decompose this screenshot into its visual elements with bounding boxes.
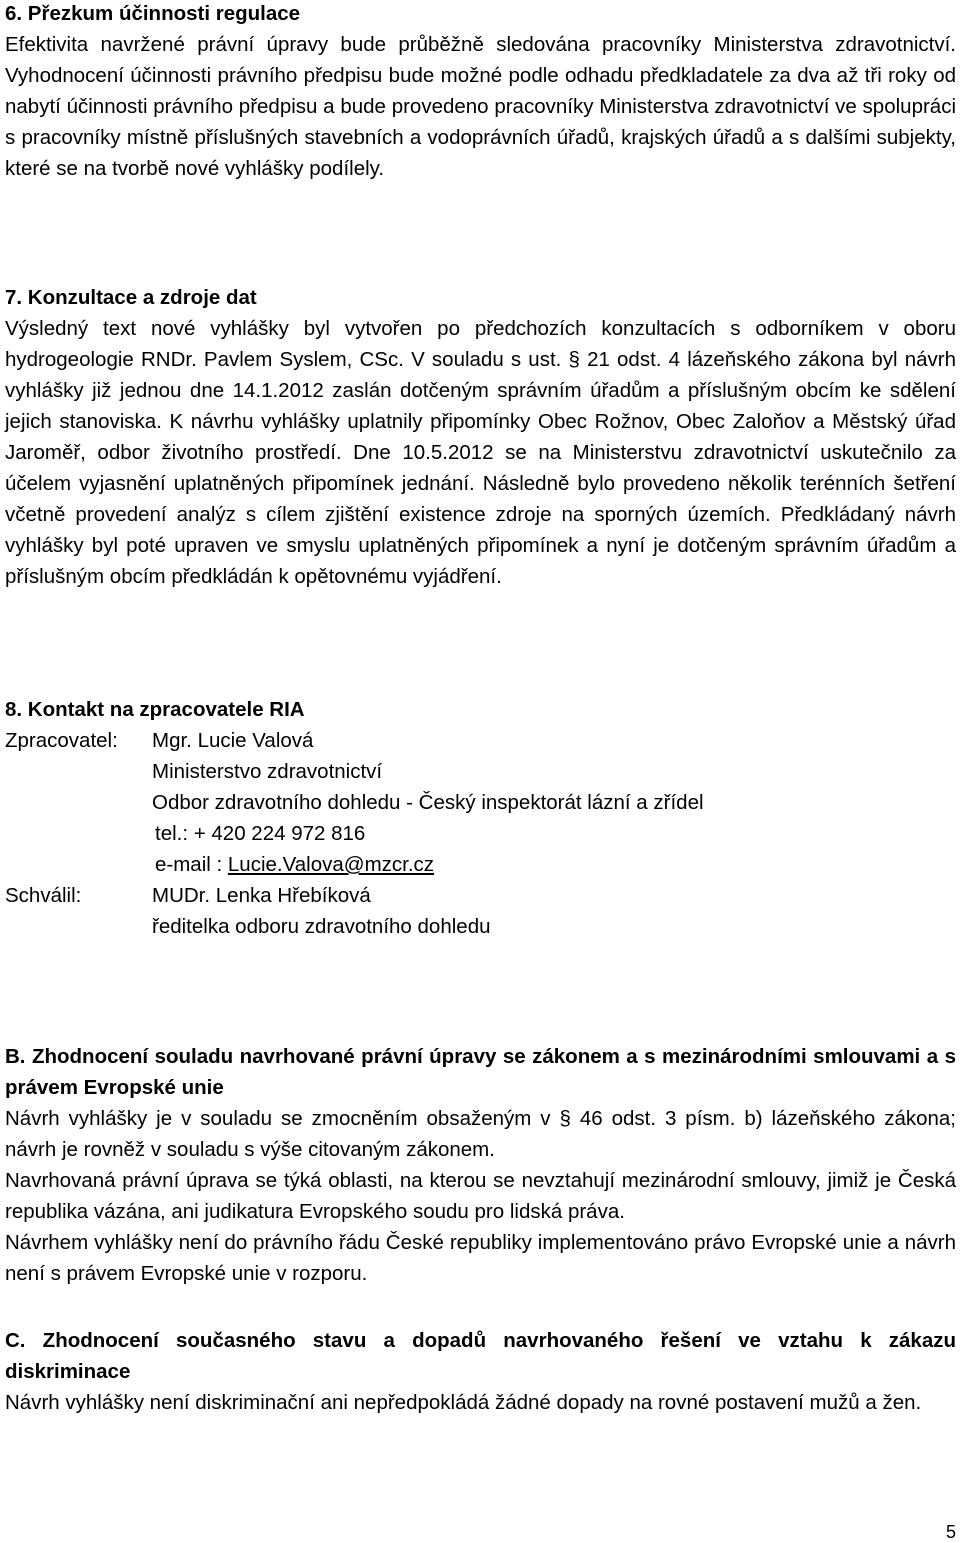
processor-email-line: [155, 849, 434, 880]
page-number: 5: [945, 1522, 956, 1542]
processor-label: Zpracovatel:: [5, 729, 118, 752]
section-7: [5, 282, 956, 592]
section-7-heading: 7. Konzultace a zdroje dat: [5, 286, 257, 309]
section-c-heading: C. Zhodnocení současného stavu a dopadů navrhovaného řešení ve vztahu k zákazu diskriminace: [5, 1329, 956, 1383]
contact-ministry-row: [5, 756, 956, 787]
approver-label: Schválil:: [5, 884, 82, 907]
email-prefix: e-mail :: [155, 853, 228, 876]
section-c: [5, 1325, 956, 1418]
contact-processor-row: [5, 725, 956, 756]
processor-department: Odbor zdravotního dohledu - Český inspektorát lázní a zřídel: [152, 791, 704, 814]
processor-name: Mgr. Lucie Valová: [152, 729, 314, 752]
approver-name: MUDr. Lenka Hřebíková: [152, 884, 371, 907]
section-b: [5, 1041, 956, 1289]
contact-approver-role-row: [5, 911, 956, 942]
section-b-para-3: Návrhem vyhlášky není do právního řádu České republiky implementováno právo Evropské unie a návrh není s právem Evropské unie v rozporu.: [5, 1231, 956, 1285]
section-b-heading: B. Zhodnocení souladu navrhované právní úpravy se zákonem a s mezinárodními smlouvami a s právem Evropské unie: [5, 1045, 956, 1099]
section-8: [5, 694, 956, 942]
section-c-text: Návrh vyhlášky není diskriminační ani nepředpokládá žádné dopady na rovné postavení mužů a žen.: [5, 1391, 922, 1414]
contact-department-row: [5, 787, 956, 818]
section-6-heading: 6. Přezkum účinnosti regulace: [5, 2, 301, 25]
section-8-heading: 8. Kontakt na zpracovatele RIA: [5, 698, 305, 721]
section-6-text: Efektivita navržené právní úpravy bude průběžně sledována pracovníky Ministerstva zdravotnictví. Vyhodnocení účinnosti právního předpisu bude možné podle odhadu předkladatele za dva až tři roky od nabytí účinnosti právního předpisu a bude provedeno pracovníky Ministerstva zdravotnictví ve spolupráci s pracovníky místně příslušných stavebních a vodoprávních úřadů, krajských úřadů a s dalšími subjekty, které se na tvorbě nové vyhlášky podílely.: [5, 33, 956, 180]
section-b-para-1: Návrh vyhlášky je v souladu se zmocněním obsaženým v § 46 odst. 3 písm. b) lázeňského zákona; návrh je rovněž v souladu s výše citovaným zákonem.: [5, 1107, 956, 1161]
section-b-para-2: Navrhovaná právní úprava se týká oblasti, na kterou se nevztahují mezinárodní smlouvy, jimiž je Česká republika vázána, ani judikatura Evropského soudu pro lidská práva.: [5, 1169, 956, 1223]
processor-ministry: Ministerstvo zdravotnictví: [152, 760, 383, 783]
processor-phone: tel.: + 420 224 972 816: [155, 822, 366, 845]
contact-email-row: [5, 849, 956, 880]
contact-phone-row: [5, 818, 956, 849]
approver-role: ředitelka odboru zdravotního dohledu: [152, 915, 491, 938]
section-6: [5, 0, 956, 184]
email-link[interactable]: Lucie.Valova@mzcr.cz: [227, 853, 435, 876]
contact-approver-row: [5, 880, 956, 911]
section-7-text: Výsledný text nové vyhlášky byl vytvořen po předchozích konzultacích s odborníkem v oboru hydrogeologie RNDr. Pavlem Syslem, CSc. V souladu s ust. § 21 odst. 4 lázeňského zákona byl návrh vyhlášky již jednou dne 14.1.2012 zaslán dotčeným správním úřadům a příslušným obcím ke sdělení jejich stanoviska. K návrhu vyhlášky uplatnily připomínky Obec Rožnov, Obec Zaloňov a Městský úřad Jaroměř, odbor životního prostředí. Dne 10.5.2012 se na Ministerstvu zdravotnictví uskutečnilo za účelem vyjasnění uplatněných připomínek jednání. Následně bylo provedeno několik terénních šetření včetně provedení analýz s cílem zjištění existence zdroje na sporných územích. Předkládaný návrh vyhlášky byl poté upraven ve smyslu uplatněných připomínek a nyní je dotčeným správním úřadům a příslušným obcím předkládán k opětovnému vyjádření.: [5, 317, 956, 588]
